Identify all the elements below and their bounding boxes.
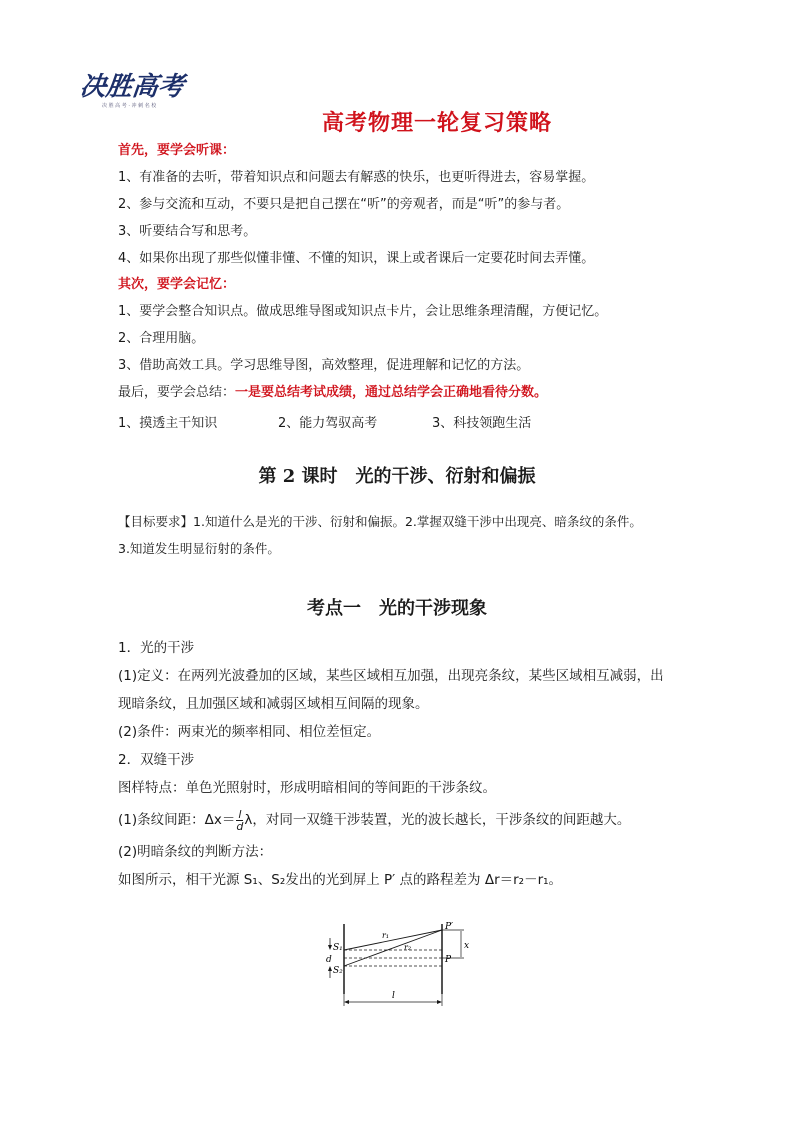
- label-p-prime: P′: [445, 922, 454, 932]
- content-block: [118, 634, 684, 894]
- section2-item-3: 3、借助高效工具。学习思维导图，高效整理，促进理解和记忆的方法。: [118, 358, 530, 373]
- section2-item-2: 2、合理用脑。: [118, 331, 205, 346]
- objectives-line-1: [118, 513, 642, 531]
- fraction: [236, 809, 243, 832]
- objectives-line-2: 3.知道发生明显衍射的条件。: [118, 541, 280, 556]
- paragraph-definition-a: (1)定义：在两列光波叠加的区域，某些区域相互加强，出现亮条纹，某些区域相互减弱，出: [118, 668, 664, 684]
- l-arrow-right: [437, 1000, 442, 1004]
- d-arrow-head-bottom: [328, 966, 332, 971]
- section3-emphasis: 一是要总结考试成绩，通过总结学会正确地看待分数。: [235, 385, 548, 400]
- section1-item-1: 1、有准备的去听，带着知识点和问题去有解惑的快乐，也更听得进去，容易掌握。: [118, 170, 595, 185]
- formula-prefix: (1)条纹间距：Δx＝: [118, 812, 236, 828]
- fraction-numerator: l: [238, 807, 242, 821]
- section3-prefix: 最后，要学会总结：: [118, 385, 236, 400]
- section1-item-2: 2、参与交流和互动，不要只是把自己摆在“听”的旁观者，而是“听”的参与者。: [118, 197, 570, 212]
- logo-text: 决胜高考: [78, 72, 186, 102]
- label-d: d: [326, 955, 332, 965]
- paragraph-double-slit: 2．双缝干涉: [118, 752, 195, 768]
- lesson-title: 第 2 课时 光的干涉、衍射和偏振: [258, 466, 536, 487]
- paragraph-path-difference: 如图所示，相干光源 S₁、S₂发出的光到屏上 P′ 点的路程差为 Δr＝r₂－r₁。: [118, 872, 563, 888]
- label-p: P: [445, 955, 452, 965]
- label-l: l: [392, 991, 395, 1001]
- paragraph-definition-b: 现暗条纹，且加强区域和减弱区域相互间隔的现象。: [118, 696, 429, 712]
- label-r1: r₁: [382, 931, 390, 940]
- paragraph-judgement: (2)明暗条纹的判断方法：: [118, 844, 273, 860]
- label-x: x: [464, 941, 470, 951]
- section2-item-1: 1、要学会整合知识点。做成思维导图或知识点卡片，会让思维条理清醒，方便记忆。: [118, 304, 608, 319]
- section3-item-1: 1、摸透主干知识: [118, 416, 218, 431]
- label-s2: S₂: [333, 966, 343, 976]
- section2-heading: 其次，要学会记忆：: [118, 277, 236, 292]
- logo-subtitle: 决 胜 高 考 · 冲 刺 名 校: [102, 103, 157, 109]
- objectives-label: 【目标要求】: [118, 514, 194, 529]
- section3-summary: [118, 384, 547, 402]
- paragraph-interference: 1．光的干涉: [118, 640, 195, 656]
- d-arrow-head-top: [328, 945, 332, 950]
- paragraph-pattern: 图样特点：单色光照射时，形成明暗相间的等间距的干涉条纹。: [118, 780, 496, 796]
- section1-item-4: 4、如果你出现了那些似懂非懂、不懂的知识，课上或者课后一定要花时间去弄懂。: [118, 251, 595, 266]
- ray-r2: [344, 930, 442, 966]
- l-arrow-left: [344, 1000, 349, 1004]
- paragraph-condition: (2)条件：两束光的频率相同、相位差恒定。: [118, 724, 381, 740]
- objectives-text-1: 1.知道什么是光的干涉、衍射和偏振。2.掌握双缝干涉中出现亮、暗条纹的条件。: [193, 514, 642, 529]
- section3-item-2: 2、能力驾驭高考: [278, 416, 378, 431]
- double-slit-diagram: [318, 918, 478, 1010]
- ray-r1: [344, 930, 442, 950]
- formula-suffix: λ，对同一双缝干涉装置，光的波长越长，干涉条纹的间距越大。: [244, 812, 631, 828]
- section1-item-3: 3、听要结合写和思考。: [118, 224, 257, 239]
- label-s1: S₁: [333, 943, 343, 953]
- section3-item-3: 3、科技领跑生活: [432, 416, 532, 431]
- label-r2: r₂: [404, 943, 412, 952]
- fraction-denominator: d: [236, 819, 244, 833]
- section1-heading: 首先，要学会听课：: [118, 143, 236, 158]
- paragraph-spacing-formula: [118, 802, 684, 838]
- main-title: 高考物理一轮复习策略: [321, 111, 552, 136]
- topic-title: 考点一 光的干涉现象: [307, 598, 487, 619]
